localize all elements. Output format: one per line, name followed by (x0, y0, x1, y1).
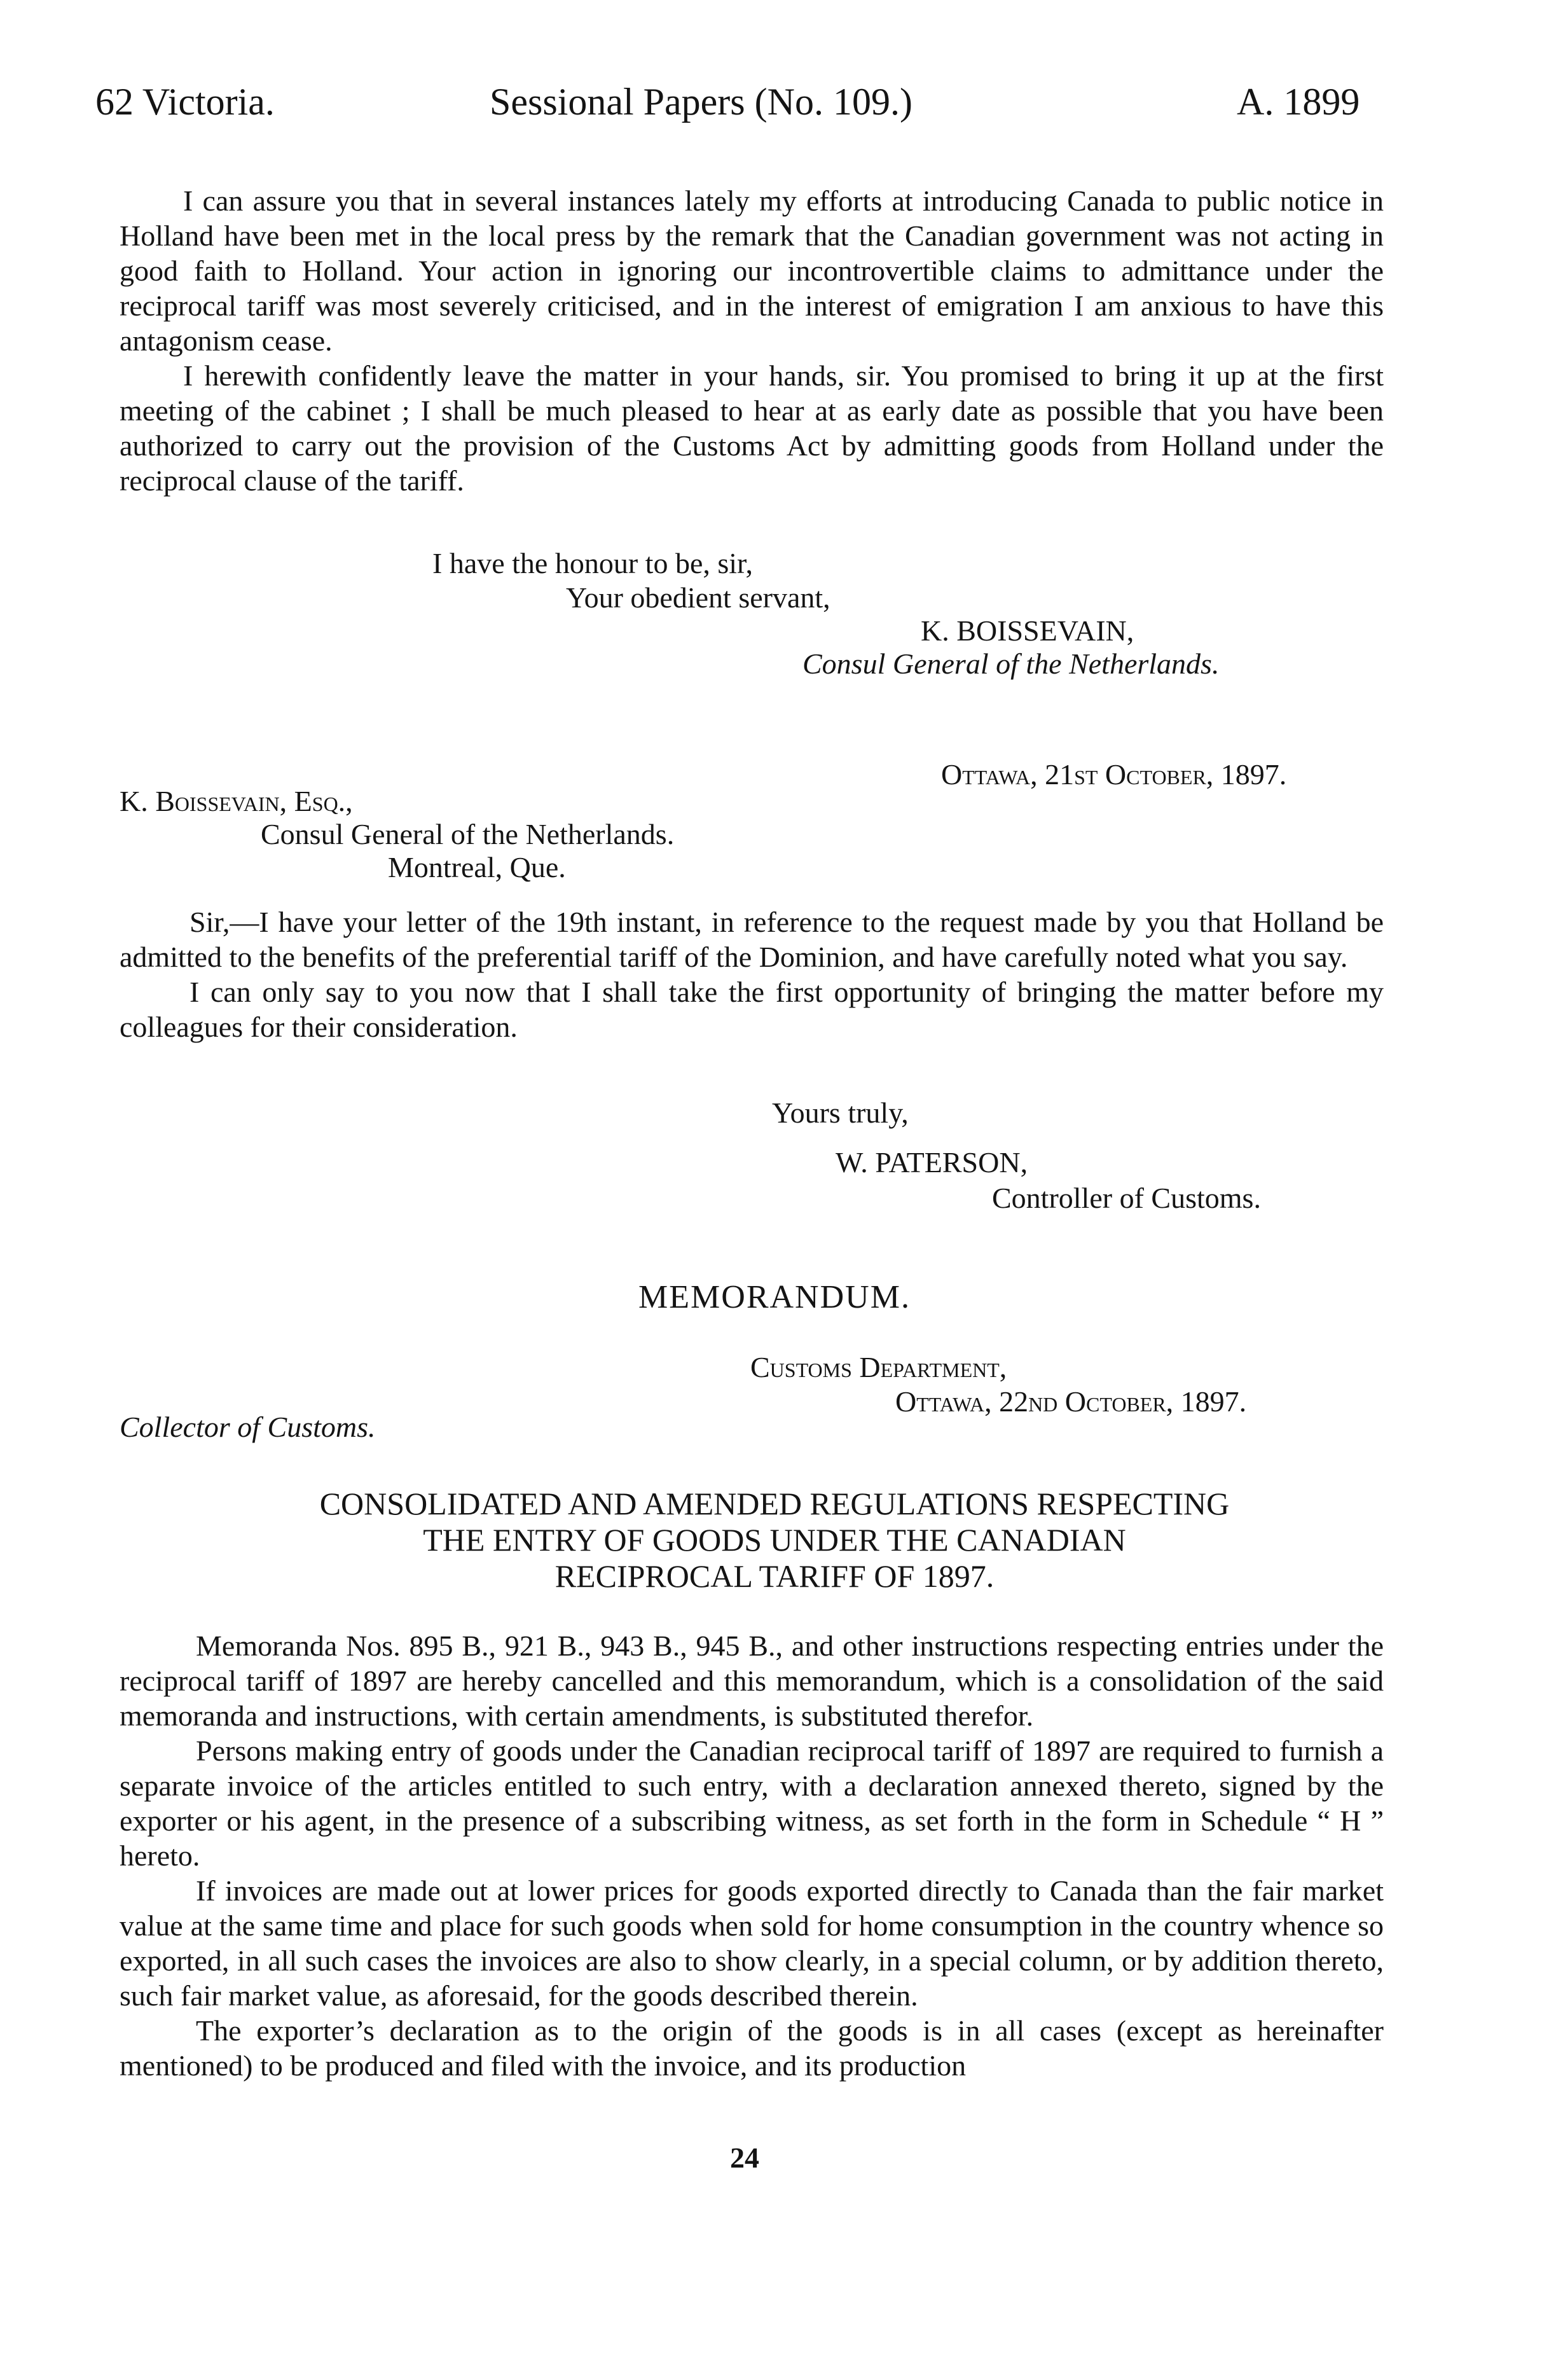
memo-title-line: THE ENTRY OF GOODS UNDER THE CANADIAN (423, 1522, 1126, 1558)
letter2-addressee-title: Consul General of the Netherlands. (261, 818, 675, 850)
memo-heading: MEMORANDUM. (638, 1279, 911, 1315)
memo-paragraph: Memoranda Nos. 895 B., 921 B., 943 B., 945 B., and other instructions respecting entries under the reciprocal tariff of 1897 are hereby cancelled and this memorandum, which is a consolidation of the said memoranda and instructions, with certain amendments, is substituted therefor. (120, 1629, 1384, 1732)
letter1-paragraph: I can assure you that in several instances lately my efforts at introducing Canada to public notice in Holland have been met in the local press by the remark that the Canadian government was not acting in good faith to Holland. Your action in ignoring our incontrovertible claims to admittance under the reciprocal tariff was most severely criticised, and in the interest of emigration I am anxious to have this antagonism cease. (120, 184, 1384, 357)
letter2-dateline: Ottawa, 21st October, 1897. (941, 758, 1287, 791)
letter1-closing-2: Your obedient servant, (566, 581, 830, 614)
memo-title-line: RECIPROCAL TARIFF OF 1897. (554, 1558, 995, 1594)
memo-body (120, 1628, 1384, 2083)
header-center: Sessional Papers (No. 109.) (490, 81, 912, 123)
letter1-paragraph: I herewith confidently leave the matter in your hands, sir. You promised to bring it up at the first meeting of the cabinet ; I shall be much pleased to hear at as early date as possible that you have been authorized to carry out the provision of the Customs Act by admitting goods from Holland under the reciprocal clause of the tariff. (120, 359, 1384, 497)
letter2-closing: Yours truly, (772, 1097, 909, 1129)
letter1-signer: K. BOISSEVAIN, (921, 614, 1134, 647)
letter2-paragraph: I can only say to you now that I shall take the first opportunity of bringing the matter before my colleagues for their consideration. (120, 976, 1384, 1043)
header-left: 62 Victoria. (95, 81, 275, 123)
memo-recipient: Collector of Customs. (120, 1411, 376, 1443)
memo-title (0, 1486, 1549, 1595)
header-right: A. 1899 (1237, 81, 1360, 123)
letter2-addressee-city: Montreal, Que. (388, 851, 566, 883)
memo-paragraph: The exporter’s declaration as to the origin of the goods is in all cases (except as hereinafter mentioned) to be produced and filed with the invoice, and its production (120, 2014, 1384, 2082)
letter2-body (120, 904, 1384, 1044)
letter2-signer: W. PATERSON, (836, 1146, 1028, 1179)
memo-paragraph: If invoices are made out at lower prices for goods exported directly to Canada than the fair market value at the same time and place for such goods when sold for home consumption in the country whence so exported, in all such cases the invoices are also to show clearly, in a special column, or by addition thereto, such fair market value, as aforesaid, for the goods described therein. (120, 1874, 1384, 2012)
letter1-signer-title: Consul General of the Netherlands. (802, 647, 1220, 680)
memo-paragraph: Persons making entry of goods under the Canadian reciprocal tariff of 1897 are required to furnish a separate invoice of the articles entitled to such entry, with a declaration annexed thereto, signed by the exporter or his agent, in the presence of a subscribing witness, as set forth in the form in Schedule “ H ” hereto. (120, 1734, 1384, 1872)
memo-dateline: Ottawa, 22nd October, 1897. (895, 1385, 1247, 1418)
page-number: 24 (730, 2141, 759, 2174)
letter1-closing-1: I have the honour to be, sir, (432, 547, 754, 579)
letter2-paragraph: Sir,—I have your letter of the 19th instant, in reference to the request made by you that Holland be admitted to the benefits of the preferential tariff of the Dominion, and have carefully noted what you say. (120, 906, 1384, 973)
memo-title-line: CONSOLIDATED AND AMENDED REGULATIONS RESPECTING (319, 1486, 1230, 1521)
letter1-body (120, 183, 1384, 498)
memo-department: Customs Department, (750, 1351, 1007, 1383)
letter2-signer-title: Controller of Customs. (992, 1182, 1261, 1214)
letter2-addressee-name: K. Boissevain, Esq., (120, 785, 353, 817)
